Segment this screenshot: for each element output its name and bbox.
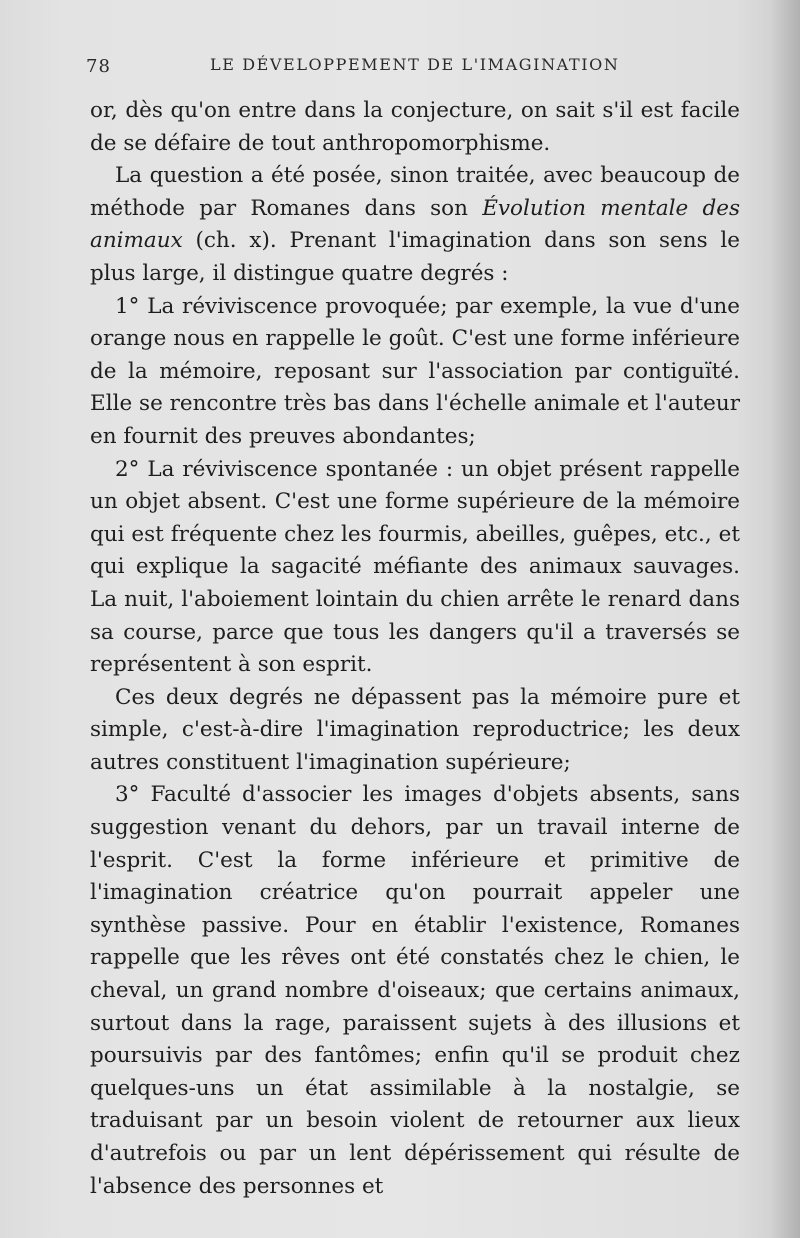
paragraph-romanes-after: (ch. x). Prenant l'imagination dans son sens le plus large, il distingue quatre degrés : (90, 228, 740, 286)
page-header (86, 50, 746, 80)
paragraph-romanes (90, 160, 740, 290)
running-head: LE DÉVELOPPEMENT DE L'IMAGINATION (210, 55, 620, 74)
paragraph-degree-2: 2° La réviviscence spontanée : un objet présent rappelle un objet absent. C'est une forme supérieure de la mémoire qui est fréquente chez les fourmis, abeilles, guêpes, etc., et qui explique la sagacité méfiante des animaux sauvages. La nuit, l'aboiement lointain du chien arrête le renard dans sa course, parce que tous les dangers qu'il a traversés se représentent à son esprit. (90, 456, 740, 678)
paragraph-degree-1: 1° La réviviscence provoquée; par exemple, la vue d'une orange nous en rappelle le goût. C'est une forme inférieure de la mémoire, reposant sur l'association par contiguïté. Elle se rencontre très bas dans l'échelle animale et l'auteur en fournit des preuves abondantes; (90, 293, 740, 449)
body-text (90, 95, 740, 1203)
book-title: Évolution mentale des animaux (90, 195, 740, 254)
paragraph-romanes-before: La question a été posée, sinon traitée, avec beaucoup de méthode par Romanes dans son (90, 163, 740, 221)
paragraph-continuation: or, dès qu'on entre dans la conjecture, on sait s'il est facile de se défaire de tout anthropomorphisme. (90, 98, 740, 156)
paragraph-summary: Ces deux degrés ne dépassent pas la mémoire pure et simple, c'est-à-dire l'imagination reproductrice; les deux autres constituent l'imagination supérieure; (90, 684, 740, 775)
paragraph-degree-3: 3° Faculté d'associer les images d'objets absents, sans suggestion venant du dehors, par un travail interne de l'esprit. C'est la forme inférieure et primitive de l'imagination créatrice qu'on pourrait appeler une synthèse passive. Pour en établir l'existence, Romanes rappelle que les rêves ont été constatés chez le chien, le cheval, un grand nombre d'oiseaux; que certains animaux, surtout dans la rage, paraissent sujets à des illusions et poursuivis par des fantômes; enfin qu'il se produit chez quelques-uns un état assimilable à la nostalgie, se traduisant par un besoin violent de retourner aux lieux d'autrefois ou par un lent dépérissement qui résulte de l'absence des personnes et (90, 782, 740, 1199)
binding-shadow (770, 0, 800, 1238)
page-number: 78 (86, 56, 111, 77)
